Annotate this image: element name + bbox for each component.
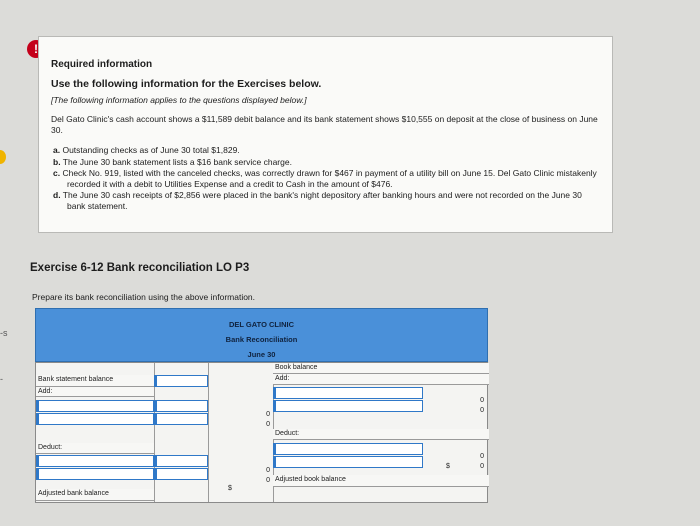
book-deduct-total: 0 <box>480 453 484 460</box>
exercise-instruction: Prepare its bank reconciliation using the above information. <box>32 292 256 302</box>
applies-note: [The following information applies to the questions displayed below.] <box>51 95 307 105</box>
side-mark: - <box>0 374 3 384</box>
bank-deduct-description-1[interactable] <box>36 455 154 467</box>
statement-title: Bank Reconciliation <box>225 335 298 344</box>
book-add-description-2[interactable] <box>273 400 423 412</box>
exercise-title: Exercise 6-12 Bank reconciliation LO P3 <box>30 262 250 274</box>
alert-icon: ! <box>27 40 45 58</box>
list-item: b. The June 30 bank statement lists a $16 bank service charge. <box>53 156 292 167</box>
book-deduct-description-2[interactable] <box>273 456 423 468</box>
bank-add-description-1[interactable] <box>36 400 154 412</box>
facts-list <box>51 145 598 211</box>
bank-deduct-amount-2[interactable] <box>154 468 208 480</box>
bank-add-amount-1[interactable] <box>154 400 208 412</box>
bank-deduct-amount-1[interactable] <box>154 455 208 467</box>
instructions-heading: Use the following information for the Exercises below. <box>51 78 322 90</box>
side-mark: -s <box>0 328 8 338</box>
bank-balance-label: Bank statement balance <box>36 375 154 387</box>
scenario-paragraph: Del Gato Clinic's cash account shows a $11,589 debit balance and its bank statement shows $10,555 on deposit at the close of business on June 30. <box>51 114 598 135</box>
reconciliation-grid <box>35 362 488 503</box>
adjusted-bank-balance: 0 <box>266 477 270 484</box>
side-indicator-dot <box>0 150 6 164</box>
book-deduct-label: Deduct: <box>273 429 489 440</box>
book-deduct-description-1[interactable] <box>273 443 423 455</box>
list-item: a. Outstanding checks as of June 30 total $1,829. <box>53 145 240 155</box>
book-add-total: 0 <box>480 397 484 404</box>
required-information-box <box>38 36 613 233</box>
bank-balance-amount[interactable] <box>154 375 208 387</box>
bank-add-label: Add: <box>36 387 154 397</box>
required-heading: Required information <box>51 59 153 70</box>
adjusted-book-label: Adjusted book balance <box>273 475 489 487</box>
bank-add-total: 0 <box>266 411 270 418</box>
company-name: DEL GATO CLINIC <box>228 320 294 329</box>
bank-deduct-label: Deduct: <box>36 443 154 454</box>
adjusted-book-balance: 0 <box>480 463 484 470</box>
book-add-label: Add: <box>273 374 489 385</box>
bank-reconciliation-table <box>35 308 488 503</box>
currency-symbol: $ <box>446 463 450 470</box>
bank-add-amount-2[interactable] <box>154 413 208 425</box>
table-header <box>35 308 488 362</box>
list-item: d. The June 30 cash receipts of $2,856 were placed in the bank's night depository after banking hours and were not recorded on the June 30 bank statement. <box>53 190 582 211</box>
bank-deduct-total: 0 <box>266 467 270 474</box>
book-subtotal: 0 <box>480 407 484 414</box>
bank-deduct-description-2[interactable] <box>36 468 154 480</box>
list-item: c. Check No. 919, listed with the canceled checks, was correctly drawn for $467 in payment of a utility bill on June 15. Del Gato Clinic mistakenly recorded it with a debit to Utilities Expense and a credit to Cash in the amount of $476. <box>53 168 597 189</box>
currency-symbol: $ <box>228 485 232 492</box>
bank-subtotal: 0 <box>266 421 270 428</box>
book-balance-label: Book balance <box>273 363 489 374</box>
book-add-description-1[interactable] <box>273 387 423 399</box>
statement-date: June 30 <box>247 350 276 359</box>
bank-add-description-2[interactable] <box>36 413 154 425</box>
adjusted-bank-label: Adjusted bank balance <box>36 489 154 501</box>
